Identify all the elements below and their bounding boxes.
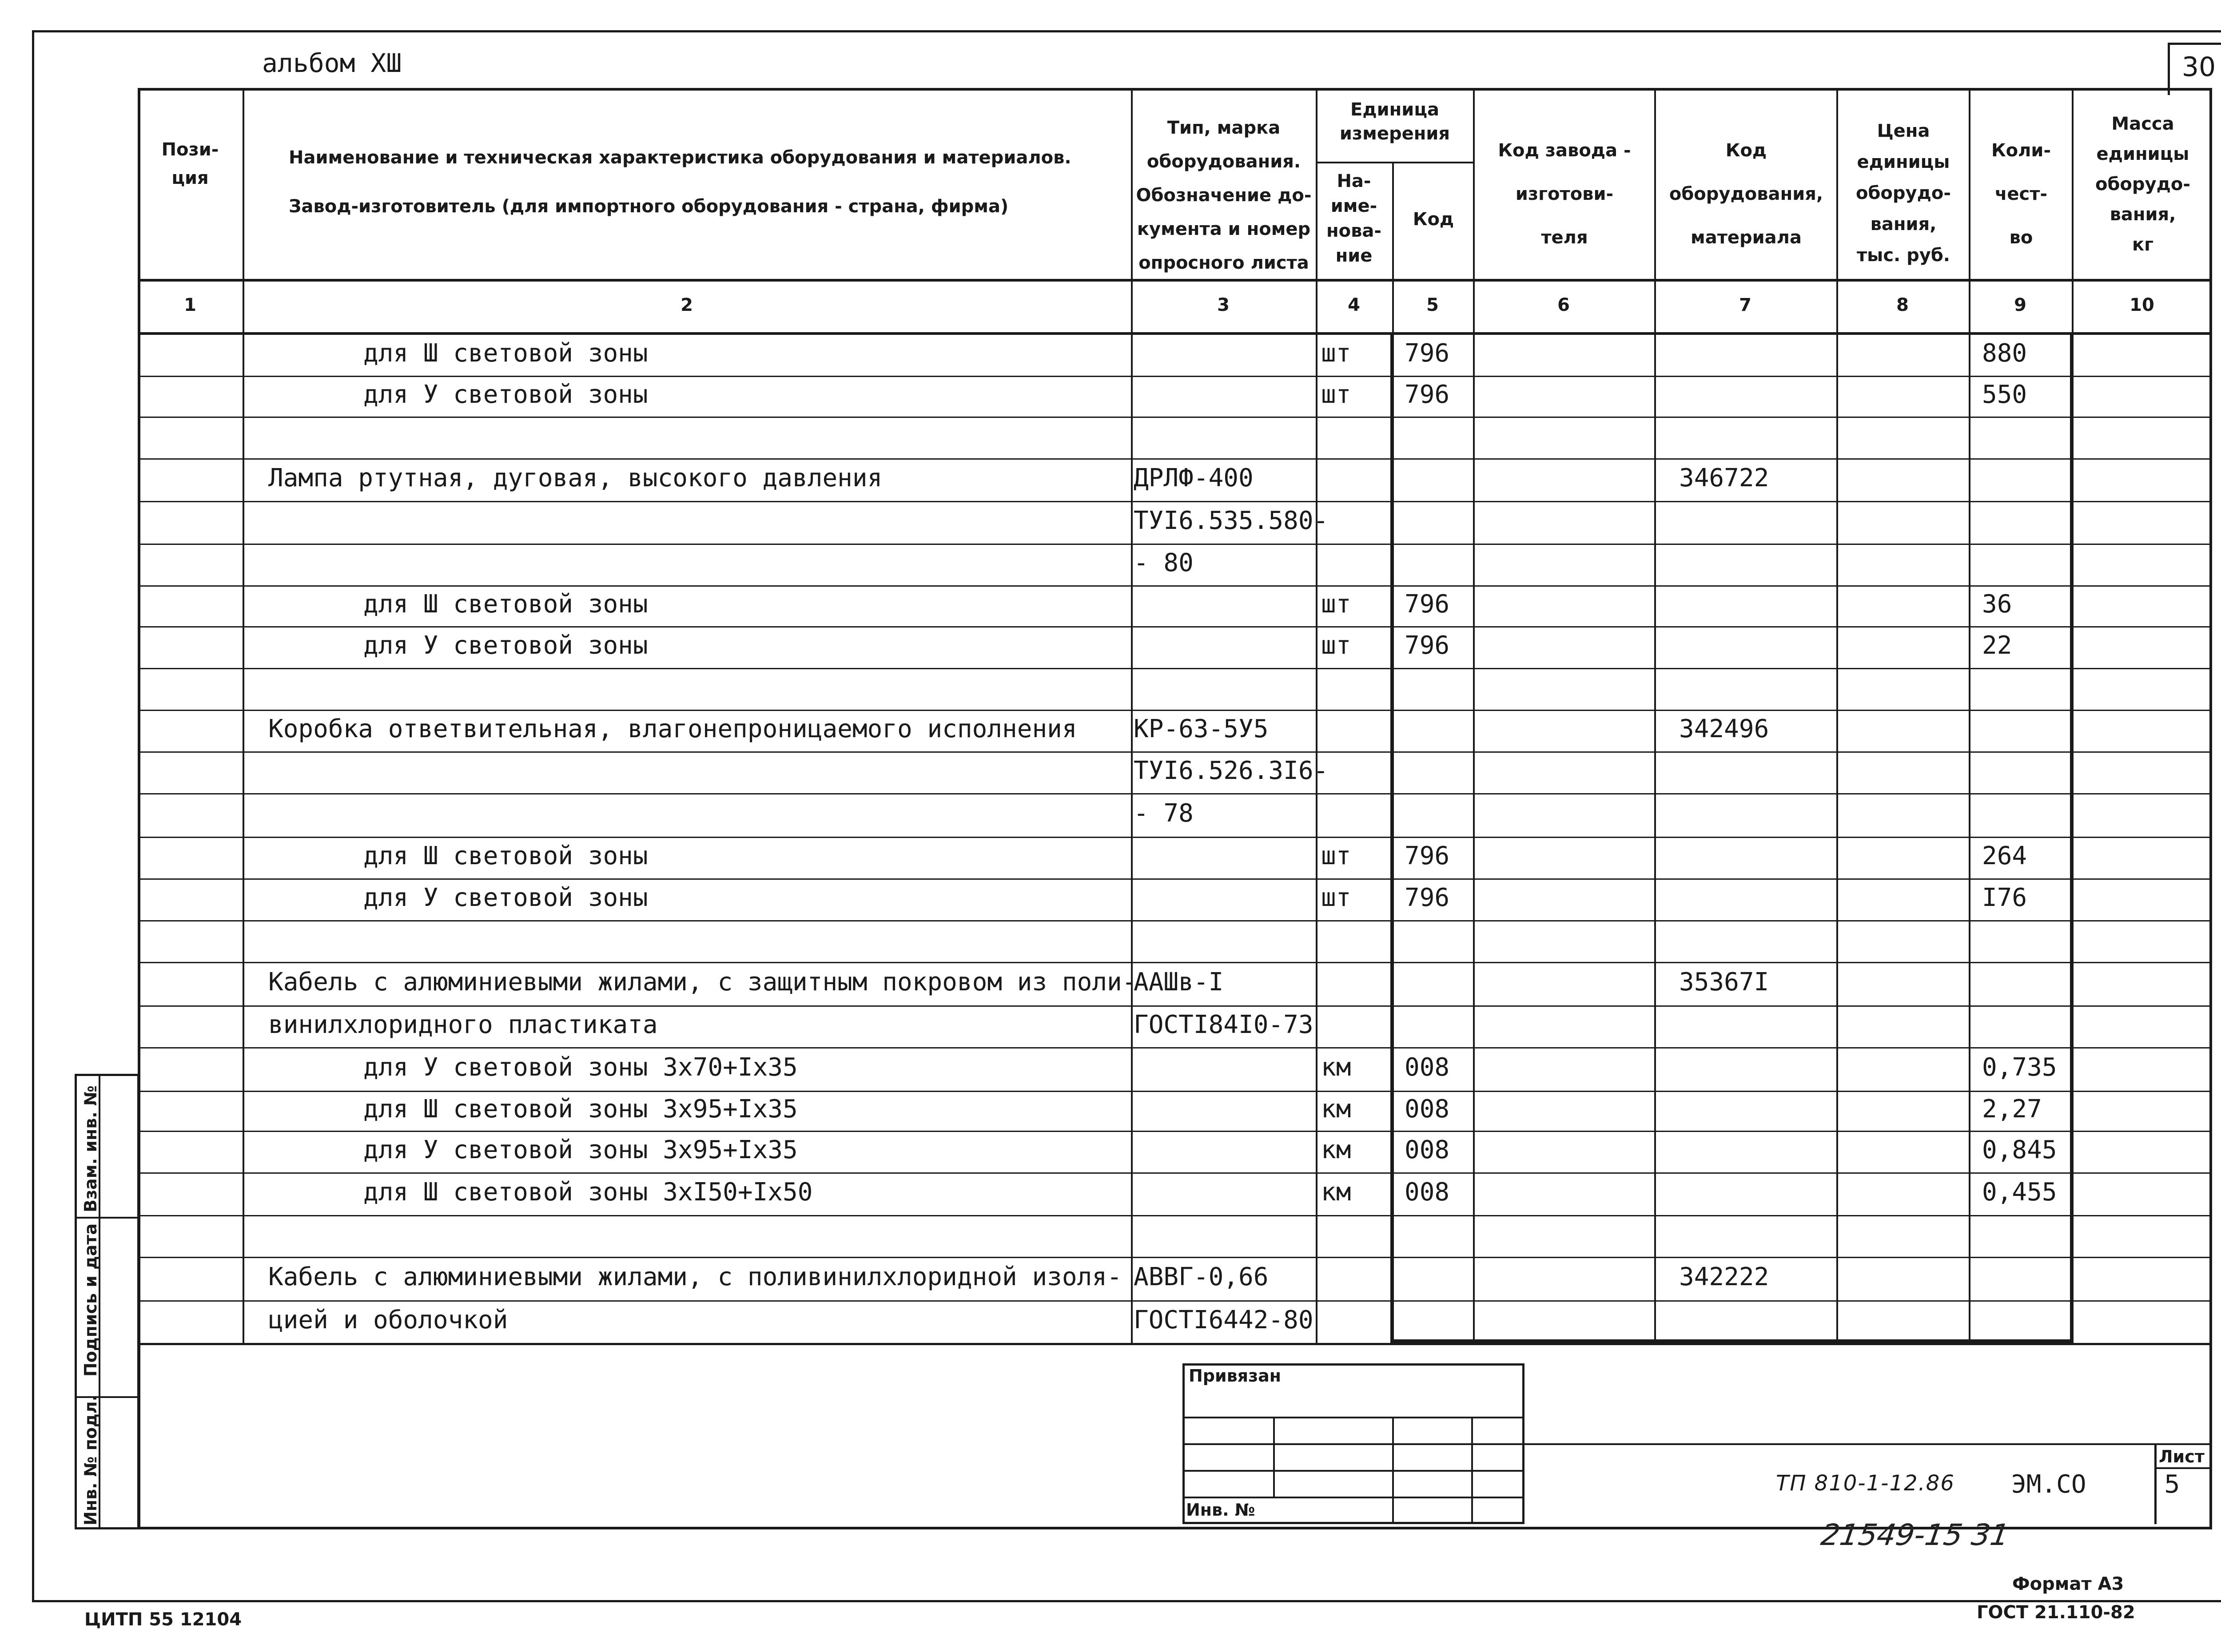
row-material-code: 342222: [1679, 1263, 1769, 1291]
row-type: ТУI6.526.3I6-: [1134, 756, 1329, 785]
privyazan-label: Привязан: [1189, 1366, 1282, 1386]
row-type: ТУI6.535.580-: [1134, 506, 1329, 535]
row-material-code: 35367I: [1679, 968, 1769, 997]
row-separator: [138, 751, 2212, 753]
row-separator: [138, 878, 2212, 880]
col-line-7: [1836, 88, 1838, 1345]
row-code: 796: [1405, 842, 1450, 870]
row-separator: [138, 962, 2212, 963]
row-name: для Ш световой зоны 3хI50+Iх50: [363, 1178, 813, 1207]
row-name: для Ш световой зоны: [363, 842, 648, 870]
row-type: АВВГ-0,66: [1134, 1263, 1269, 1291]
row-unit: шт: [1321, 842, 1351, 870]
header-col8: Цена единицы оборудо- вания, тыс. руб.: [1856, 121, 1951, 266]
row-unit: шт: [1321, 339, 1351, 368]
row-separator: [138, 1257, 2212, 1258]
list-box-divider: [2154, 1467, 2212, 1469]
row-material-code: 346722: [1679, 464, 1769, 492]
row-material-code: 342496: [1679, 715, 1769, 743]
row-code: 796: [1405, 380, 1450, 409]
row-code: 796: [1405, 590, 1450, 619]
titleblock-top: [1524, 1443, 2212, 1445]
handwritten-number: 21549-15 31: [1819, 1518, 2012, 1552]
header-col10: Масса единицы оборудо- вания, кг: [2095, 114, 2190, 255]
side-label-podpis: Подпись и дата: [81, 1223, 100, 1377]
header-col6: Код завода - изготови- теля: [1498, 140, 1631, 248]
side-label-vzam: Взам. инв. №: [81, 1085, 100, 1212]
row-name: винилхлоридного пластиката: [268, 1010, 658, 1039]
row-separator: [138, 1005, 2212, 1007]
thick-right: [2070, 333, 2074, 1345]
row-type: ДРЛФ-400: [1134, 464, 1254, 492]
row-name: Коробка ответвительная, влагонепроницаемого исполнения: [268, 715, 1077, 743]
inv-no-label: Инв. №: [1186, 1500, 1255, 1520]
row-separator: [138, 1172, 2212, 1174]
row-code: 008: [1405, 1053, 1450, 1082]
row-name: Кабель с алюминиевыми жилами, с защитным покровом из поли-: [268, 968, 1137, 997]
row-type: КР-63-5У5: [1134, 715, 1269, 743]
row-separator: [138, 668, 2212, 669]
thick-left: [1390, 333, 1394, 1345]
header-col4: На- име- нова- ние: [1326, 171, 1382, 266]
row-unit: шт: [1321, 883, 1351, 912]
row-code: 008: [1405, 1136, 1450, 1164]
row-name: Лампа ртутная, дуговая, высокого давления: [268, 464, 883, 492]
row-unit: км: [1321, 1178, 1351, 1207]
row-separator: [138, 376, 2212, 377]
privyazan-vline-2: [1392, 1417, 1394, 1524]
document-code: ЭМ.СО: [2011, 1470, 2086, 1499]
row-separator: [138, 837, 2212, 838]
header-unit-group: Единица измерения: [1339, 99, 1450, 144]
list-number: 5: [2164, 1470, 2180, 1499]
row-separator: [138, 920, 2212, 921]
row-separator: [138, 710, 2212, 711]
row-code: 796: [1405, 883, 1450, 912]
col-line-5: [1473, 88, 1475, 1345]
row-name: для Ш световой зоны: [363, 339, 648, 368]
row-separator: [138, 544, 2212, 545]
album-title: альбом ХШ: [262, 48, 402, 78]
row-quantity: 550: [1982, 380, 2027, 409]
row-separator: [138, 501, 2212, 502]
row-name: для Ш световой зоны: [363, 590, 648, 619]
col-line-8: [1969, 88, 1970, 1345]
row-unit: шт: [1321, 380, 1351, 409]
row-separator: [138, 585, 2212, 587]
colnum-3: 3: [1217, 295, 1230, 315]
row-separator: [138, 417, 2212, 418]
col-line-3: [1316, 88, 1317, 1345]
colnum-1: 1: [184, 295, 196, 315]
privyazan-line-4: [1182, 1497, 1524, 1498]
colnum-4: 4: [1348, 295, 1360, 315]
row-type: ГОСТI84I0-73: [1134, 1010, 1313, 1039]
row-type: ААШв-I: [1134, 968, 1224, 997]
row-quantity: 2,27: [1982, 1095, 2042, 1124]
row-separator: [138, 458, 2212, 460]
row-unit: км: [1321, 1095, 1351, 1124]
table-body-bottom: [138, 1343, 2212, 1345]
privyazan-line-3: [1182, 1470, 1524, 1472]
row-name: для У световой зоны: [363, 883, 648, 912]
row-unit: км: [1321, 1136, 1351, 1164]
row-quantity: 22: [1982, 631, 2012, 660]
row-code: 796: [1405, 631, 1450, 660]
row-separator: [138, 793, 2212, 794]
row-quantity: 0,455: [1982, 1178, 2057, 1207]
row-unit: шт: [1321, 631, 1351, 660]
row-unit: шт: [1321, 590, 1351, 619]
side-label-inv: Инв. № подл.: [81, 1394, 100, 1525]
privyazan-line-1: [1182, 1417, 1524, 1418]
row-separator: [138, 626, 2212, 627]
row-name: для У световой зоны: [363, 380, 648, 409]
colnum-10: 10: [2129, 295, 2154, 315]
row-name: для У световой зоны: [363, 631, 648, 660]
col-line-1: [243, 88, 244, 1345]
row-quantity: 880: [1982, 339, 2027, 368]
colnum-2: 2: [681, 295, 693, 315]
row-name: цией и оболочкой: [268, 1306, 508, 1334]
number-row-divider: [138, 332, 2212, 335]
row-separator: [138, 1047, 2212, 1048]
list-label: Лист: [2159, 1447, 2205, 1466]
row-quantity: I76: [1982, 883, 2027, 912]
gost-label: ГОСТ 21.110-82: [1977, 1602, 2135, 1623]
row-separator: [138, 1131, 2212, 1132]
row-unit: км: [1321, 1053, 1351, 1082]
row-name: для У световой зоны 3х95+Iх35: [363, 1136, 798, 1164]
privyazan-line-2: [1182, 1443, 1524, 1445]
thick-bottom: [1390, 1339, 2074, 1343]
citp-label: ЦИТП 55 12104: [84, 1609, 242, 1630]
row-quantity: 36: [1982, 590, 2012, 619]
privyazan-vline-3: [1471, 1417, 1473, 1524]
colnum-9: 9: [2014, 295, 2026, 315]
unit-group-divider: [1316, 162, 1474, 163]
row-code: 008: [1405, 1095, 1450, 1124]
row-quantity: 0,845: [1982, 1136, 2057, 1164]
colnum-6: 6: [1557, 295, 1570, 315]
page-number: 30: [2181, 52, 2216, 83]
row-name: для Ш световой зоны 3х95+Iх35: [363, 1095, 798, 1124]
privyazan-vline-1: [1273, 1417, 1275, 1497]
format-label: Формат А3: [2012, 1574, 2124, 1594]
header-col9: Коли- чест- во: [1991, 140, 2051, 248]
row-type: - 78: [1134, 799, 1194, 828]
row-quantity: 0,735: [1982, 1053, 2057, 1082]
row-separator: [138, 1300, 2212, 1302]
header-col2: Наименование и техническая характеристика оборудования и материалов. Завод-изготовитель (для импортного оборудования - страна, фирма): [289, 147, 1071, 217]
side-stamp-line-1: [75, 1217, 139, 1219]
header-col1: Пози- ция: [161, 139, 219, 188]
header-col5: Код: [1413, 209, 1454, 230]
row-name: для У световой зоны 3х70+Iх35: [363, 1053, 798, 1082]
colnum-8: 8: [1896, 295, 1909, 315]
row-name: Кабель с алюминиевыми жилами, с поливинилхлоридной изоля-: [268, 1263, 1122, 1291]
row-separator: [138, 1091, 2212, 1092]
row-code: 008: [1405, 1178, 1450, 1207]
designation: ТП 810-1-12.86: [1776, 1471, 1955, 1496]
row-type: ГОСТI6442-80: [1134, 1306, 1313, 1334]
row-code: 796: [1405, 339, 1450, 368]
colnum-7: 7: [1739, 295, 1751, 315]
header-col7: Код оборудования, материала: [1669, 140, 1823, 248]
header-col3: Тип, марка оборудования. Обозначение до- кумента и номер опросного листа: [1136, 118, 1312, 273]
colnum-5: 5: [1426, 295, 1439, 315]
row-quantity: 264: [1982, 842, 2027, 870]
row-type: - 80: [1134, 548, 1194, 577]
col-line-6: [1654, 88, 1656, 1345]
row-separator: [138, 1215, 2212, 1216]
